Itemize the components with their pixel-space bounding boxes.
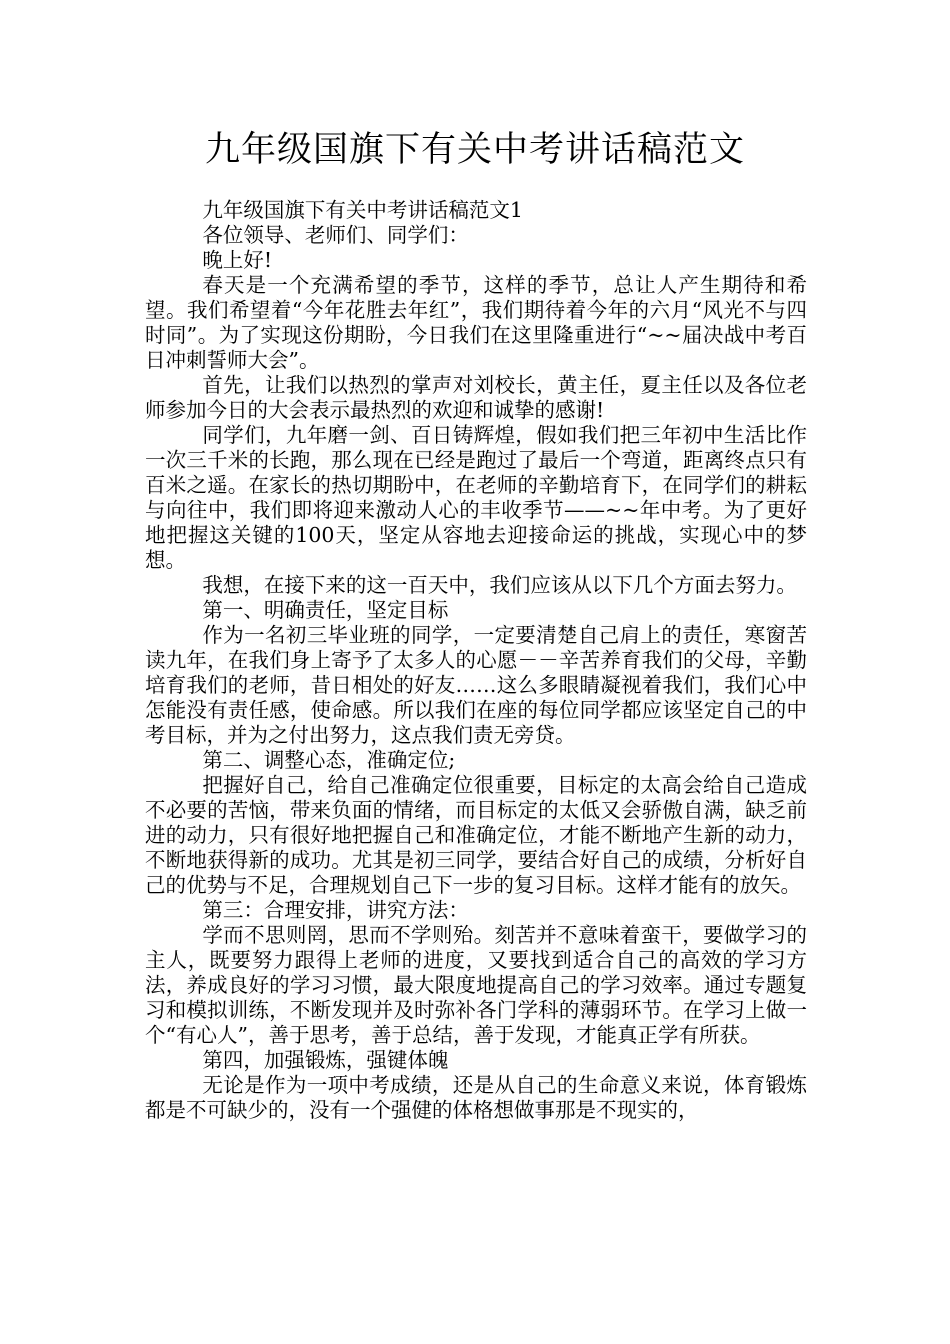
paragraph: 学而不思则罔，思而不学则殆。刻苦并不意味着蛮干，要做学习的主人，既要努力跟得上老师的进度，又要找到适合自己的高效的学习方法，养成良好的学习习惯，最大限度地提高自己的学习效率。通过专题复习和模拟训练，不断发现并及时弥补各门学科的薄弱环节。在学习上做一个“有心人”，善于思考，善于总结，善于发现，才能真正学有所获。	[145, 923, 807, 1047]
paragraph-greeting: 晚上好!	[202, 248, 273, 272]
paragraph: 无论是作为一项中考成绩，还是从自己的生命意义来说，体育锻炼都是不可缺少的，没有一个强健的体格想做事那是不现实的，	[145, 1073, 807, 1122]
paragraph: 作为一名初三毕业班的同学，一定要清楚自己肩上的责任，寒窗苦读九年，在我们身上寄予了太多人的心愿－－辛苦养育我们的父母，辛勤培育我们的老师，昔日相处的好友……这么多眼睛凝视着我们，我们心中怎能没有责任感，使命感。所以我们在座的每位同学都应该坚定自己的中考目标，并为之付出努力，这点我们责无旁贷。	[145, 623, 807, 747]
paragraph-salutation: 各位领导、老师们、同学们：	[202, 223, 469, 247]
paragraph: 同学们，九年磨一剑、百日铸辉煌，假如我们把三年初中生活比作一次三千米的长跑，那么现在已经是跑过了最后一个弯道，距离终点只有百米之遥。在家长的热切期盼中，在老师的辛勤培育下，在同学们的耕耘与向往中，我们即将迎来激动人心的丰收季节——~~年中考。为了更好地把握这关键的100天，坚定从容地去迎接命运的挑战，实现心中的梦想。	[145, 423, 807, 572]
section-heading: 第四，加强锻炼，强键体魄	[202, 1048, 449, 1072]
document-body	[145, 198, 807, 1123]
section-heading: 第二、调整心态，准确定位;	[202, 748, 456, 772]
section-heading: 第一、明确责任，坚定目标	[202, 598, 449, 622]
section-heading: 第三：合理安排，讲究方法：	[202, 898, 469, 922]
paragraph: 把握好自己，给自己准确定位很重要，目标定的太高会给自己造成不必要的苦恼，带来负面的情绪，而目标定的太低又会骄傲自满，缺乏前进的动力，只有很好地把握自己和准确定位，才能不断地产生新的动力，不断地获得新的成功。尤其是初三同学，要结合好自己的成绩，分析好自己的优势与不足，合理规划自己下一步的复习目标。这样才能有的放矢。	[145, 773, 807, 897]
document-title: 九年级国旗下有关中考讲话稿范文	[204, 130, 745, 170]
paragraph-heading: 九年级国旗下有关中考讲话稿范文1	[202, 198, 523, 222]
paragraph: 我想，在接下来的这一百天中，我们应该从以下几个方面去努力。	[202, 573, 797, 597]
paragraph: 春天是一个充满希望的季节，这样的季节，总让人产生期待和希望。我们希望着“今年花胜去年红”，我们期待着今年的六月“风光不与四时同”。为了实现这份期盼，今日我们在这里隆重进行“~~届决战中考百日冲刺誓师大会”。	[145, 273, 807, 372]
paragraph: 首先，让我们以热烈的掌声对刘校长，黄主任，夏主任以及各位老师参加今日的大会表示最热烈的欢迎和诚挚的感谢!	[145, 373, 807, 422]
